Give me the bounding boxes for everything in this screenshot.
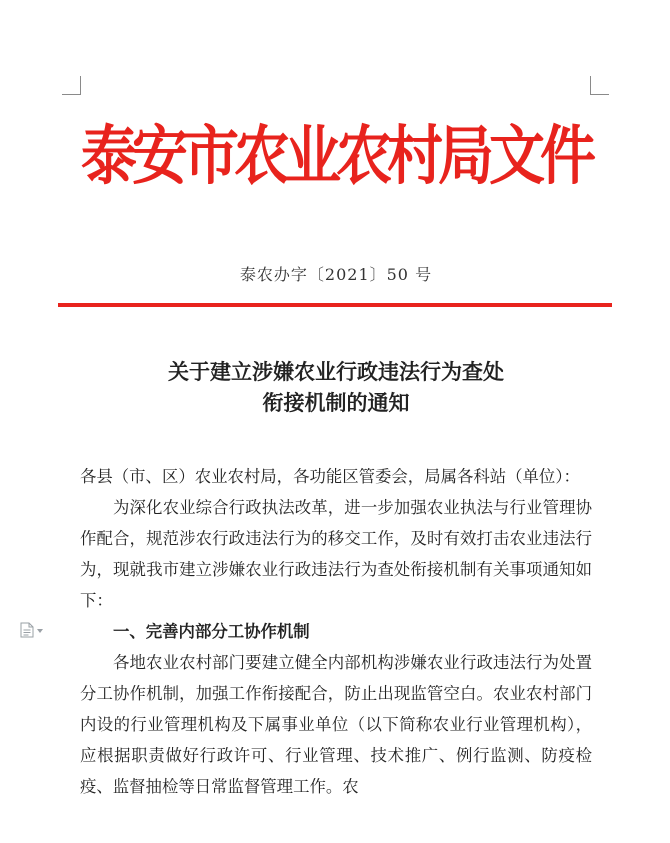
document-body — [80, 461, 592, 802]
title-line-2: 衔接机制的通知 — [262, 390, 410, 415]
document-list-icon[interactable] — [20, 622, 50, 638]
document-icon-glyph — [20, 622, 34, 638]
paragraph-section-1: 各地农业农村部门要建立健全内部机构涉嫌农业行政违法行为处置分工协作机制，加强工作衔接配合，防止出现监管空白。农业农村部门内设的行业管理机构及下属事业单位（以下简称农业行业管理机构），应根据职责做好行政许可、行业管理、技术推广、例行监测、防疫检疫、监督抽检等日常监督管理工作。农 — [80, 653, 592, 796]
salutation: 各县（市、区）农业农村局，各功能区管委会，局属各科站（单位）： — [80, 467, 580, 486]
crop-mark-top-right — [590, 76, 609, 95]
header-divider — [58, 303, 612, 307]
document-header: 泰安市农业农村局文件 — [81, 118, 591, 195]
paragraph-intro: 为深化农业综合行政执法改革，进一步加强农业执法与行业管理协作配合，规范涉农行政违法行为的移交工作，及时有效打击农业违法行为，现就我市建立涉嫌农业行政违法行为查处衔接机制有关事项通知如下： — [80, 498, 592, 610]
section-heading-1: 一、完善内部分工协作机制 — [113, 622, 310, 641]
document-number: 泰农办字〔2021〕50 号 — [239, 265, 433, 284]
chevron-down-icon — [37, 629, 43, 633]
title-line-1: 关于建立涉嫌农业行政违法行为查处 — [168, 359, 504, 384]
crop-mark-top-left — [62, 76, 81, 95]
document-title — [60, 356, 612, 418]
